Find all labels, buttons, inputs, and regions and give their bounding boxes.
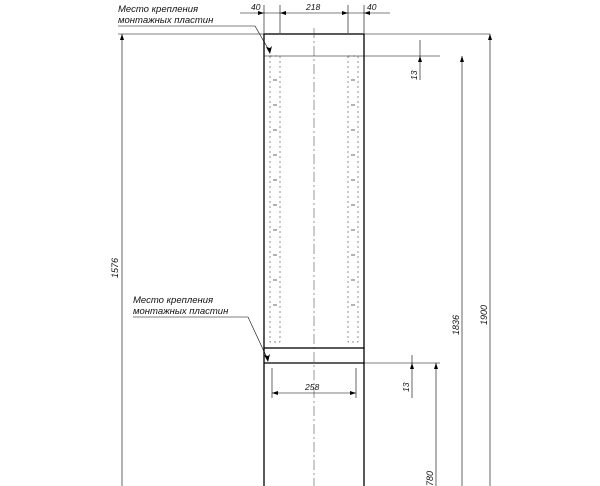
mount-note-top-line1: Место крепления: [118, 4, 199, 15]
dim-1836: 1836: [451, 314, 461, 335]
dim-13-top: 13: [409, 70, 419, 80]
mount-note-middle-leader: [133, 317, 268, 360]
mount-note-middle: [133, 295, 270, 362]
mount-note-middle-arrow: [264, 354, 270, 362]
mount-note-middle-line2: монтажных пластин: [133, 306, 229, 317]
dim-780: 780: [425, 470, 435, 486]
dim-780-group: [425, 363, 438, 486]
mount-note-top: [118, 4, 272, 54]
dim-top-left: 40: [251, 2, 261, 12]
dim-1576-group: [110, 34, 264, 486]
dim-top-right: 40: [367, 2, 377, 12]
mount-note-top-line2: монтажных пластин: [118, 15, 214, 26]
dim-13-bottom-group: [401, 355, 414, 398]
dim-13-top-group: [409, 40, 422, 80]
dim-1900-group: [479, 34, 492, 486]
mount-note-top-leader: [118, 26, 270, 52]
top-dimension-chain: [240, 2, 390, 33]
dim-1836-group: [451, 56, 464, 486]
dim-1900: 1900: [479, 304, 489, 325]
cabinet-upper-body: [264, 28, 490, 486]
dim-13-bottom: 13: [401, 382, 411, 392]
dim-1576: 1576: [110, 257, 120, 278]
dim-top-center: 218: [306, 2, 321, 12]
mount-note-middle-line1: Место крепления: [133, 295, 214, 306]
dim-258: 258: [305, 382, 320, 392]
